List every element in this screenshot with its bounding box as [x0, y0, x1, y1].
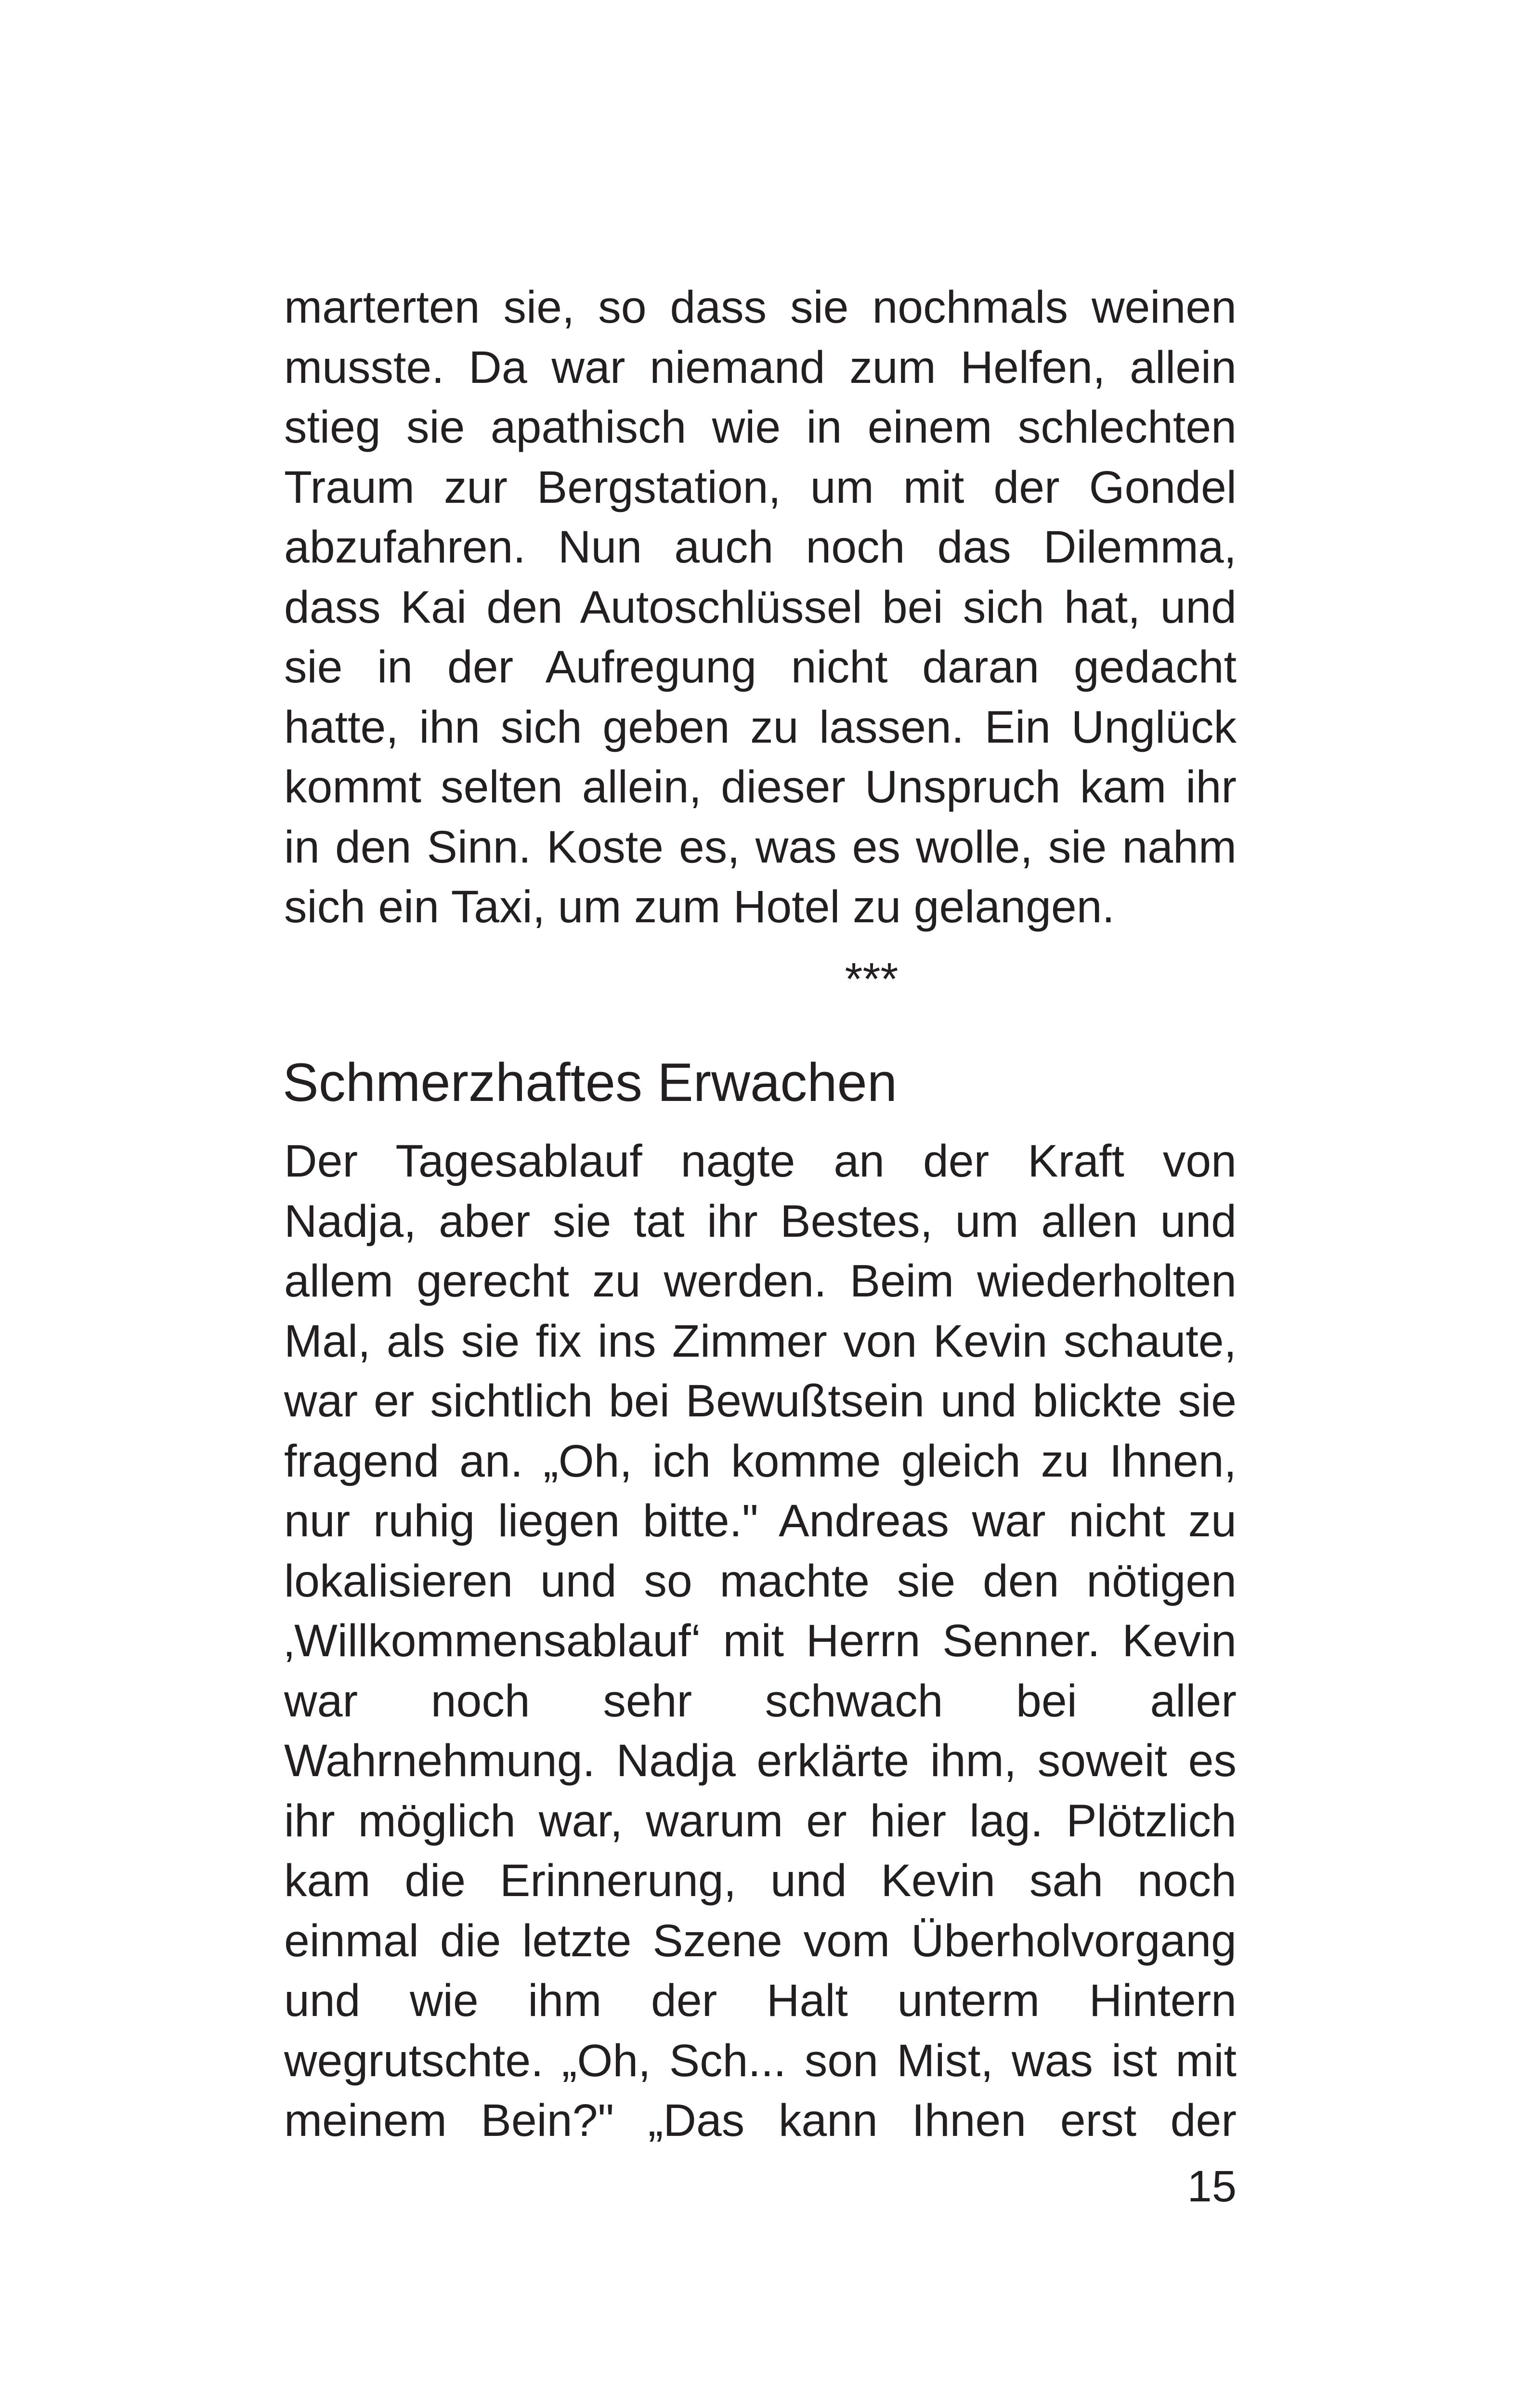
- text-line: war noch sehr schwach bei aller: [284, 1675, 1237, 1727]
- text-line: Nadja, aber sie tat ihr Bestes, um allen und: [284, 1195, 1237, 1247]
- text-line: sie in der Aufregung nicht daran gedacht: [284, 641, 1237, 693]
- text-line: stieg sie apathisch wie in einem schlechten: [284, 402, 1237, 453]
- section-separator: ***: [845, 954, 899, 1005]
- text-line: dass Kai den Autoschlüssel bei sich hat, und: [284, 581, 1237, 633]
- text-line: musste. Da war niemand zum Helfen, allein: [284, 341, 1237, 393]
- paragraph-1: [284, 277, 1237, 937]
- text-line: sich ein Taxi, um zum Hotel zu gelangen.: [284, 881, 1115, 932]
- text-line: Der Tagesablauf nagte an der Kraft von: [284, 1136, 1237, 1187]
- text-line: lokalisieren und so machte sie den nötigen: [284, 1555, 1237, 1607]
- text-line: abzufahren. Nun auch noch das Dilemma,: [284, 522, 1237, 573]
- text-line: war er sichtlich bei Bewußtsein und blickte sie: [284, 1375, 1237, 1426]
- text-line: nur ruhig liegen bitte." Andreas war nicht zu: [284, 1495, 1237, 1546]
- text-line: wegrutschte. „Oh, Sch... son Mist, was ist mit: [284, 2035, 1237, 2086]
- section-heading: Schmerzhaftes Erwachen: [283, 1052, 898, 1112]
- text-line: in den Sinn. Koste es, was es wolle, sie nahm: [284, 821, 1237, 873]
- text-line: ‚Willkommensablauf‘ mit Herrn Senner. Kevin: [284, 1615, 1237, 1666]
- text-line: kam die Erinnerung, und Kevin sah noch: [284, 1855, 1237, 1906]
- text-line: und wie ihm der Halt unterm Hintern: [284, 1975, 1237, 2026]
- text-line: hatte, ihn sich geben zu lassen. Ein Unglück: [284, 701, 1237, 753]
- text-line: einmal die letzte Szene vom Überholvorgang: [284, 1915, 1237, 1966]
- text-line: Mal, als sie fix ins Zimmer von Kevin schaute,: [284, 1315, 1237, 1367]
- text-line: marterten sie, so dass sie nochmals weinen: [284, 282, 1237, 333]
- text-line: Traum zur Bergstation, um mit der Gondel: [284, 461, 1237, 513]
- text-line: fragend an. „Oh, ich komme gleich zu Ihnen,: [284, 1435, 1237, 1487]
- paragraph-2: [284, 1131, 1237, 2151]
- text-line: allem gerecht zu werden. Beim wiederholten: [284, 1256, 1237, 1307]
- text-line: ihr möglich war, warum er hier lag. Plötzlich: [284, 1795, 1237, 1846]
- text-line: kommt selten allein, dieser Unspruch kam ihr: [284, 761, 1237, 812]
- text-line: meinem Bein?" „Das kann Ihnen erst der: [284, 2095, 1237, 2146]
- page-number: 15: [1187, 2162, 1237, 2211]
- text-line: Wahrnehmung. Nadja erklärte ihm, soweit es: [284, 1735, 1237, 1786]
